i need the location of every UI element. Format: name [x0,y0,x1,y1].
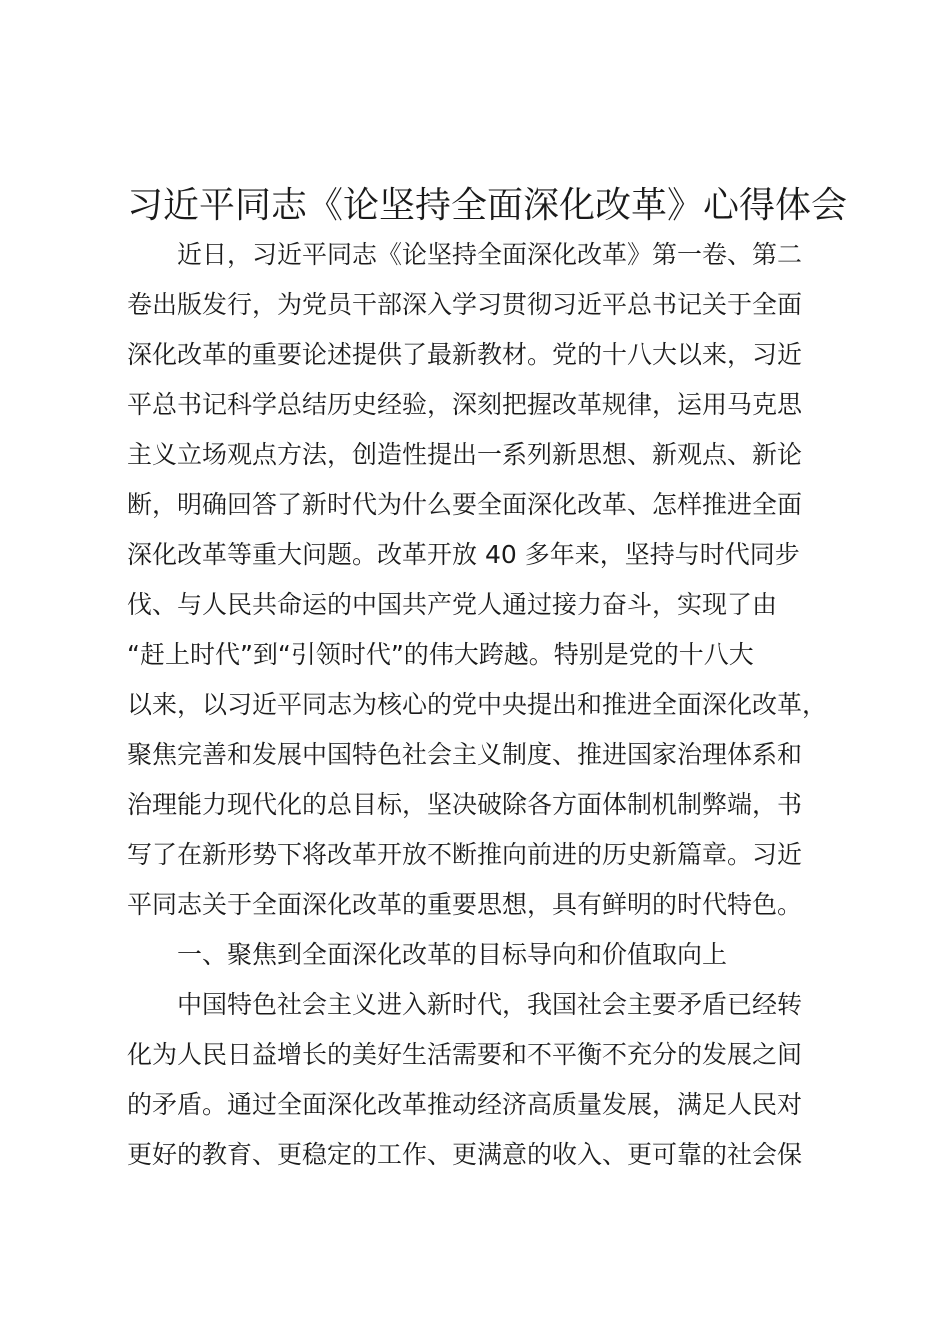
paragraph-line: 治理能力现代化的总目标，坚决破除各方面体制机制弊端，书 [127,790,803,819]
paragraph-line: 深化改革等重大问题。改革开放 40 多年来，坚持与时代同步 [127,540,800,569]
paragraph-line: 化为人民日益增长的美好生活需要和不平衡不充分的发展之间 [127,1040,803,1069]
paragraph-line: 中国特色社会主义进入新时代，我国社会主要矛盾已经转 [127,990,803,1019]
document-title: 习近平同志《论坚持全面深化改革》心得体会 [127,185,848,226]
paragraph-line: 卷出版发行，为党员干部深入学习贯彻习近平总书记关于全面 [127,290,803,319]
paragraph-line: 主义立场观点方法，创造性提出一系列新思想、新观点、新论 [127,440,803,469]
section-heading: 一、聚焦到全面深化改革的目标导向和价值取向上 [127,940,728,969]
paragraph-line: 的矛盾。通过全面深化改革推动经济高质量发展，满足人民对 [127,1090,803,1119]
paragraph-line: 平总书记科学总结历史经验，深刻把握改革规律，运用马克思 [127,390,803,419]
paragraph-line: 更好的教育、更稳定的工作、更满意的收入、更可靠的社会保 [127,1140,803,1169]
paragraph-line: 深化改革的重要论述提供了最新教材。党的十八大以来，习近 [127,340,803,369]
paragraph-line: 平同志关于全面深化改革的重要思想，具有鲜明的时代特色。 [127,890,803,919]
paragraph-line: 近日，习近平同志《论坚持全面深化改革》第一卷、第二 [127,240,803,269]
paragraph-line: 写了在新形势下将改革开放不断推向前进的历史新篇章。习近 [127,840,803,869]
paragraph-line: “赶上时代”到“引领时代”的伟大跨越。特别是党的十八大 [127,640,754,669]
paragraph-line: 聚焦完善和发展中国特色社会主义制度、推进国家治理体系和 [127,740,803,769]
paragraph-1 [127,230,827,1180]
paragraph-line: 伐、与人民共命运的中国共产党人通过接力奋斗，实现了由 [127,590,778,619]
paragraph-line: 断，明确回答了新时代为什么要全面深化改革、怎样推进全面 [127,490,803,519]
paragraph-line: 以来，以习近平同志为核心的党中央提出和推进全面深化改革， [127,690,828,719]
